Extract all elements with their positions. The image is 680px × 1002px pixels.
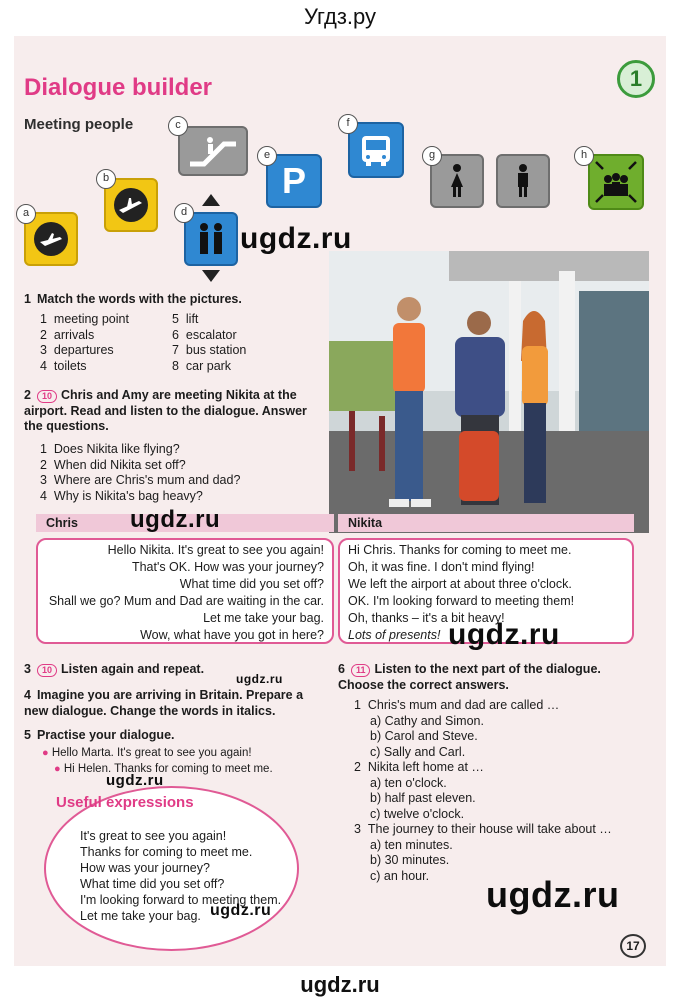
ex1-item-number: 3 (40, 343, 47, 357)
cd-track-badge[interactable]: 10 (37, 390, 57, 403)
picture-label-e: e (257, 146, 277, 166)
ex1-item-number: 8 (172, 358, 179, 373)
chris-line: Shall we go? Mum and Dad are waiting in the car. (48, 594, 324, 608)
lift-people-icon (191, 219, 231, 259)
watermark-text: ugdz.ru (240, 222, 352, 255)
ex2-question-number: 1 (40, 442, 47, 456)
plane-takeoff-icon (111, 185, 151, 225)
ex2-question-number: 3 (40, 473, 47, 487)
watermark-text: ugdz.ru (448, 618, 560, 651)
ex5-line: Hi Helen. Thanks for coming to meet me. (63, 762, 273, 775)
site-header[interactable]: Угдз.ру (303, 4, 377, 29)
unit-badge: 1 (617, 60, 655, 98)
exercise-4-instruction: Imagine you are arriving in Britain. Prepare a new dialogue. Change the words in italics. (24, 688, 304, 718)
exercise-3-instruction: Listen again and repeat. (60, 662, 205, 676)
speech-bubble-icon: ● (42, 747, 49, 759)
ex1-item: meeting point (53, 312, 129, 326)
ex1-item-number: 1 (40, 312, 47, 326)
ex6-option[interactable]: a) ten minutes. (370, 837, 453, 852)
picture-label-b: b (96, 169, 116, 189)
exercise-5-instruction: Practise your dialogue. (36, 728, 175, 742)
nikita-line: OK. I'm looking forward to meeting them! (348, 594, 575, 608)
ex6-option[interactable]: b) 30 minutes. (370, 853, 450, 867)
useful-expression: It's great to see you again! (80, 829, 227, 843)
ex6-option[interactable]: b) Carol and Steve. (370, 729, 478, 743)
picture-label-f: f (338, 114, 358, 134)
speech-bubble-icon: ● (54, 762, 61, 775)
picture-label-c: c (168, 116, 188, 136)
lift-picture (184, 212, 238, 266)
chris-speech-bubble (36, 538, 334, 644)
exercise-4 (24, 688, 324, 719)
parking-icon: P (281, 160, 306, 201)
man-icon (508, 161, 538, 201)
nikita-line: Oh, thanks – it's a bit heavy! (348, 611, 505, 625)
bus-icon (356, 130, 396, 170)
exercise-1-instruction: Match the words with the pictures. (36, 292, 242, 306)
nikita-line: Oh, it was fine. I don't mind flying! (348, 560, 535, 574)
nikita-line: Lots of presents! (348, 628, 441, 642)
ex6-question-number: 1 (354, 698, 361, 712)
ex6-question-number: 3 (354, 822, 361, 836)
picture-label-h: h (574, 146, 594, 166)
escalator-picture (178, 126, 248, 176)
watermark-text: ugdz.ru (236, 672, 283, 686)
watermark-text: ugdz.ru (130, 506, 221, 533)
watermark-text: ugdz.ru (486, 874, 620, 915)
cd-track-badge[interactable]: 10 (37, 664, 57, 677)
useful-expression: How was your journey? (80, 861, 210, 875)
exercise-6-number: 6 (338, 662, 345, 676)
exercise-1-number: 1 (24, 292, 31, 306)
ex2-question-number: 2 (40, 457, 47, 472)
arrow-up-icon (202, 194, 220, 206)
ex6-question: Nikita left home at … (367, 760, 484, 774)
ex1-item: escalator (185, 327, 237, 342)
ex6-option[interactable]: a) Cathy and Simon. (370, 713, 484, 728)
meeting-point-icon (593, 159, 639, 205)
ex2-question-number: 4 (40, 488, 47, 503)
meeting-point-picture (588, 154, 644, 210)
ex2-question: Does Nikita like flying? (53, 442, 180, 456)
ex6-option[interactable]: a) ten o'clock. (370, 775, 447, 790)
toilets-men-picture (496, 154, 550, 208)
plane-landing-icon (31, 219, 71, 259)
nikita-line: Hi Chris. Thanks for coming to meet me. (348, 543, 572, 557)
chris-line: Let me take your bag. (203, 611, 324, 625)
ex6-question-number: 2 (354, 760, 361, 774)
exercise-2-number: 2 (24, 388, 31, 402)
ex1-item-number: 2 (40, 327, 47, 342)
exercise-2 (24, 388, 314, 435)
arrow-down-icon (202, 270, 220, 282)
ex6-option[interactable]: b) half past eleven. (370, 791, 476, 805)
airport-students-image (329, 251, 649, 533)
exercise-1 (24, 292, 324, 308)
useful-expression: Let me take your bag. (80, 909, 201, 923)
ex6-question: The journey to their house will take about … (367, 822, 612, 836)
useful-expression: What time did you set off? (80, 877, 225, 891)
exercise-6 (338, 662, 638, 693)
ex1-item: car park (185, 358, 232, 373)
useful-expression: Thanks for coming to meet me. (80, 845, 253, 859)
exercise-5 (24, 728, 324, 744)
ex1-item-number: 7 (172, 343, 179, 357)
exercise-1-list-left (40, 312, 129, 374)
escalator-icon (186, 134, 240, 168)
textbook-page (14, 36, 666, 966)
bus-station-picture (348, 122, 404, 178)
nikita-header: Nikita (338, 514, 634, 532)
exercise-4-number: 4 (24, 688, 31, 702)
ex1-item-number: 5 (172, 312, 179, 326)
ex6-option[interactable]: c) Sally and Carl. (370, 744, 466, 759)
ex1-item-number: 6 (172, 327, 179, 342)
woman-icon (442, 161, 472, 201)
ex6-option[interactable]: c) twelve o'clock. (370, 806, 465, 821)
ex1-item-number: 4 (40, 358, 47, 373)
chris-line: Hello Nikita. It's great to see you again! (107, 543, 324, 557)
cd-track-badge[interactable]: 11 (351, 664, 371, 677)
exercise-2-instruction: Chris and Amy are meeting Nikita at the airport. Read and listen to the dialogue. Answer the questions. (24, 388, 307, 433)
useful-expressions-title: Useful expressions (56, 794, 194, 811)
section-subtitle: Meeting people (24, 116, 134, 133)
picture-label-g: g (422, 146, 442, 166)
students-photo (329, 251, 649, 533)
picture-label-d: d (174, 203, 194, 223)
ex2-question: Why is Nikita's bag heavy? (53, 488, 203, 503)
ex6-option[interactable]: c) an hour. (370, 868, 430, 883)
site-footer[interactable]: ugdz.ru (300, 972, 380, 997)
ex2-question: Where are Chris's mum and dad? (53, 473, 241, 487)
ex1-item: departures (53, 343, 114, 357)
picture-label-a: a (16, 204, 36, 224)
watermark-text: ugdz.ru (210, 902, 272, 919)
ex1-item: bus station (185, 343, 247, 357)
chris-header: Chris (36, 514, 334, 532)
exercise-5-number: 5 (24, 728, 31, 742)
nikita-line: We left the airport at about three o'clock. (348, 577, 572, 591)
ex6-question: Chris's mum and dad are called … (367, 698, 560, 712)
chris-line: What time did you set off? (179, 577, 324, 591)
chris-line: Wow, what have you got in here? (140, 628, 324, 642)
page-title: Dialogue builder (24, 74, 213, 101)
ex2-question: When did Nikita set off? (53, 457, 186, 472)
exercise-2-questions (40, 442, 240, 504)
exercise-1-list-right (172, 312, 246, 374)
exercise-6-instruction: Listen to the next part of the dialogue. Choose the correct answers. (338, 662, 601, 692)
exercise-3-number: 3 (24, 662, 31, 676)
ex1-item: lift (185, 312, 199, 326)
ex5-line: Hello Marta. It's great to see you again! (51, 747, 252, 759)
chris-line: That's OK. How was your journey? (131, 560, 324, 574)
useful-expression: I'm looking forward to meeting them. (80, 893, 282, 907)
ex1-item: arrivals (53, 327, 95, 342)
page-number: 17 (620, 934, 646, 958)
watermark-text: ugdz.ru (106, 772, 164, 789)
exercise-6-questions (354, 698, 612, 884)
ex1-item: toilets (53, 358, 87, 373)
